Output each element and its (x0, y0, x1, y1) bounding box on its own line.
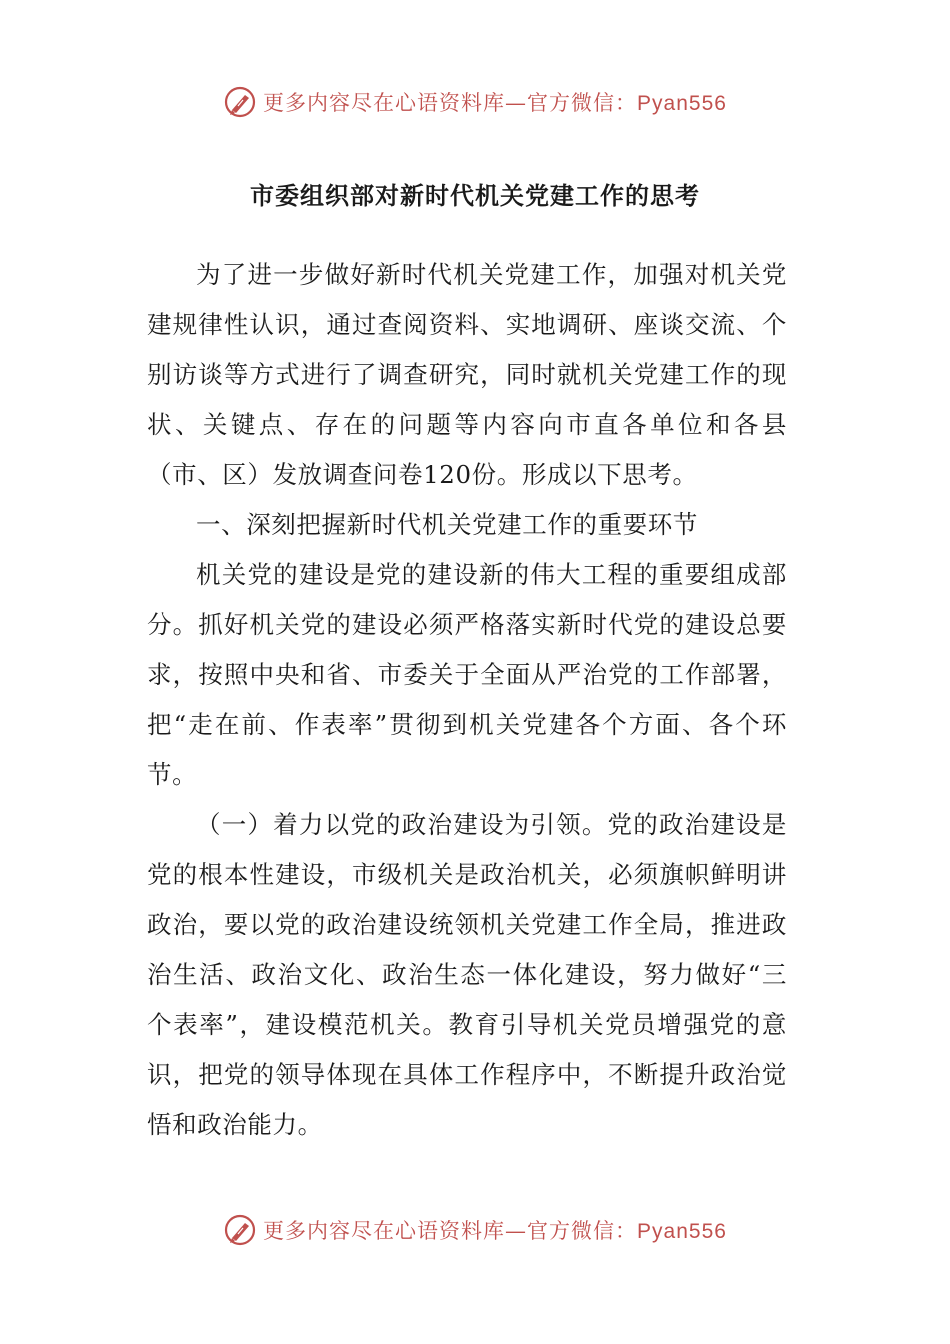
watermark-text-cn: 更多内容尽在心语资料库—官方微信： (263, 1219, 638, 1243)
watermark-text (263, 87, 727, 117)
watermark-wechat-id: Pyan556 (637, 92, 727, 115)
watermark-wechat-id: Pyan556 (637, 1220, 727, 1243)
bottom-watermark-banner (0, 1210, 950, 1250)
intro-paragraph: 为了进一步做好新时代机关党建工作，加强对机关党建规律性认识，通过查阅资料、实地调研、座谈交流、个别访谈等方式进行了调查研究，同时就机关党建工作的现状、关键点、存在的问题等内容向市直各单位和各县（市、区）发放调查问卷120份。形成以下思考。 (147, 260, 787, 489)
watermark-text-cn: 更多内容尽在心语资料库—官方微信： (263, 91, 638, 115)
watermark-text (263, 1215, 727, 1245)
section-heading: 一、深刻把握新时代机关党建工作的重要环节 (196, 510, 698, 539)
subsection-paragraph: （一）着力以党的政治建设为引领。党的政治建设是党的根本性建设，市级机关是政治机关，必须旗帜鲜明讲政治，要以党的政治建设统领机关党建工作全局，推进政治生活、政治文化、政治生态一体化建设，努力做好“三个表率”，建设模范机关。教育引导机关党员增强党的意识，把党的领导体现在具体工作程序中，不断提升政治觉悟和政治能力。 (147, 810, 787, 1139)
document-body (147, 250, 787, 1150)
top-watermark-banner (0, 82, 950, 122)
body-paragraph: 机关党的建设是党的建设新的伟大工程的重要组成部分。抓好机关党的建设必须严格落实新时代党的建设总要求，按照中央和省、市委关于全面从严治党的工作部署，把“走在前、作表率”贯彻到机关党建各个方面、各个环节。 (147, 560, 787, 789)
document-title: 市委组织部对新时代机关党建工作的思考 (250, 181, 700, 210)
pen-nib-circle-icon (223, 85, 257, 119)
pen-nib-circle-icon (223, 1213, 257, 1247)
